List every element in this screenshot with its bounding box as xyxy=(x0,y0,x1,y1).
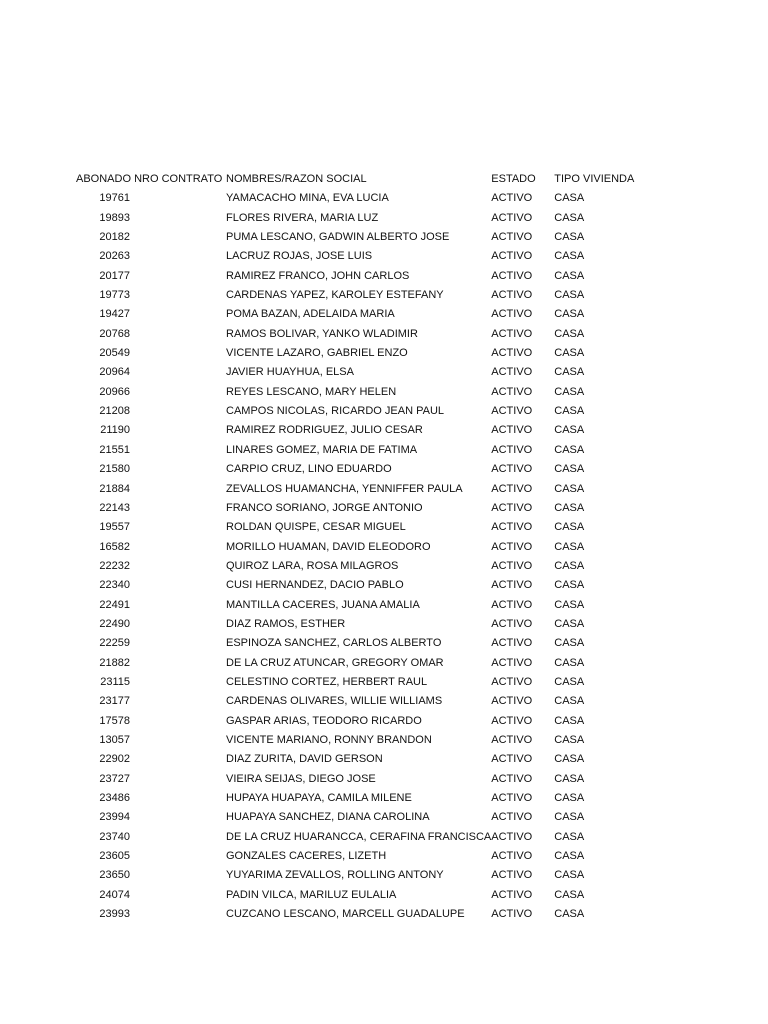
contract-number-cell: 17578 xyxy=(99,714,130,727)
status-cell: ACTIVO xyxy=(491,347,533,360)
name-cell: DIAZ ZURITA, DAVID GERSON xyxy=(226,753,383,766)
table-row xyxy=(0,305,664,324)
housing-type-cell: CASA xyxy=(554,714,585,727)
status-cell: ACTIVO xyxy=(491,366,533,379)
housing-type-cell: CASA xyxy=(554,308,585,321)
housing-type-cell: CASA xyxy=(554,443,585,456)
status-cell: ACTIVO xyxy=(491,211,533,224)
name-cell: QUIROZ LARA, ROSA MILAGROS xyxy=(226,559,399,572)
name-cell: DE LA CRUZ ATUNCAR, GREGORY OMAR xyxy=(226,656,444,669)
header-status: ESTADO xyxy=(491,173,536,185)
header-contract-number: ABONADO NRO CONTRATO xyxy=(76,173,223,185)
table-row xyxy=(0,325,664,344)
status-cell: ACTIVO xyxy=(491,231,533,244)
contract-number-cell: 22259 xyxy=(99,637,130,650)
name-cell: CAMPOS NICOLAS, RICARDO JEAN PAUL xyxy=(226,405,445,418)
status-cell: ACTIVO xyxy=(491,869,533,882)
housing-type-cell: CASA xyxy=(554,211,585,224)
table-row xyxy=(0,712,664,731)
name-cell: RAMIREZ RODRIGUEZ, JULIO CESAR xyxy=(226,424,423,437)
table-row xyxy=(0,209,664,228)
housing-type-cell: CASA xyxy=(554,231,585,244)
name-cell: GASPAR ARIAS, TEODORO RICARDO xyxy=(226,714,422,727)
status-cell: ACTIVO xyxy=(491,908,533,921)
housing-type-cell: CASA xyxy=(554,792,585,804)
status-cell: ACTIVO xyxy=(491,463,533,476)
contract-number-cell: 19893 xyxy=(99,211,130,224)
table-row xyxy=(0,189,664,208)
name-cell: YUYARIMA ZEVALLOS, ROLLING ANTONY xyxy=(226,869,444,882)
housing-type-cell: CASA xyxy=(554,289,585,302)
housing-type-cell: CASA xyxy=(554,811,585,824)
housing-type-cell: CASA xyxy=(554,695,585,708)
table-row xyxy=(0,383,664,402)
contract-number-cell: 21580 xyxy=(99,463,130,476)
table-row xyxy=(0,363,664,382)
name-cell: CELESTINO CORTEZ, HERBERT RAUL xyxy=(226,675,428,688)
table-row xyxy=(0,228,664,247)
name-cell: PUMA LESCANO, GADWIN ALBERTO JOSE xyxy=(226,231,450,244)
status-cell: ACTIVO xyxy=(491,850,533,863)
status-cell: ACTIVO xyxy=(491,192,533,205)
table-row xyxy=(0,499,664,518)
contract-number-cell: 21208 xyxy=(99,405,130,418)
name-cell: VIEIRA SEIJAS, DIEGO JOSE xyxy=(226,772,376,785)
table-row xyxy=(0,654,664,673)
table-row xyxy=(0,441,664,460)
status-cell: ACTIVO xyxy=(491,443,533,456)
contract-number-cell: 20768 xyxy=(99,327,130,340)
name-cell: REYES LESCANO, MARY HELEN xyxy=(226,385,397,398)
status-cell: ACTIVO xyxy=(491,733,533,746)
status-cell: ACTIVO xyxy=(491,656,533,669)
contract-number-cell: 23177 xyxy=(99,695,130,708)
name-cell: FLORES RIVERA, MARIA LUZ xyxy=(226,211,379,224)
name-cell: MANTILLA CACERES, JUANA AMALIA xyxy=(226,598,420,611)
table-row xyxy=(0,267,664,286)
table-row xyxy=(0,750,664,769)
housing-type-cell: CASA xyxy=(554,753,585,766)
subscriber-table xyxy=(0,170,664,924)
contract-number-cell: 24074 xyxy=(99,888,130,901)
housing-type-cell: CASA xyxy=(554,482,585,495)
housing-type-cell: CASA xyxy=(554,869,585,882)
status-cell: ACTIVO xyxy=(491,559,533,572)
housing-type-cell: CASA xyxy=(554,579,585,592)
contract-number-cell: 16582 xyxy=(99,540,130,553)
name-cell: FRANCO SORIANO, JORGE ANTONIO xyxy=(226,501,423,514)
housing-type-cell: CASA xyxy=(554,772,585,785)
contract-number-cell: 23993 xyxy=(99,908,130,921)
housing-type-cell: CASA xyxy=(554,347,585,360)
name-cell: RAMOS BOLIVAR, YANKO WLADIMIR xyxy=(226,327,418,340)
name-cell: YAMACACHO MINA, EVA LUCIA xyxy=(226,192,389,205)
table-row xyxy=(0,596,664,615)
table-row xyxy=(0,402,664,421)
status-cell: ACTIVO xyxy=(491,327,533,340)
status-cell: ACTIVO xyxy=(491,617,533,630)
housing-type-cell: CASA xyxy=(554,521,585,534)
contract-number-cell: 23605 xyxy=(99,850,130,863)
status-cell: ACTIVO xyxy=(491,888,533,901)
name-cell: DIAZ RAMOS, ESTHER xyxy=(226,617,346,630)
name-cell: HUAPAYA SANCHEZ, DIANA CAROLINA xyxy=(226,811,430,824)
table-row xyxy=(0,557,664,576)
header-housing-type: TIPO VIVIENDA xyxy=(554,173,635,185)
housing-type-cell: CASA xyxy=(554,850,585,863)
table-row xyxy=(0,673,664,692)
housing-type-cell: CASA xyxy=(554,830,585,843)
table-row xyxy=(0,808,664,827)
table-row xyxy=(0,789,664,808)
name-cell: GONZALES CACERES, LIZETH xyxy=(226,850,387,863)
contract-number-cell: 23740 xyxy=(99,830,130,843)
housing-type-cell: CASA xyxy=(554,617,585,630)
name-cell: DE LA CRUZ HUARANCCA, CERAFINA FRANCISCA xyxy=(226,830,492,843)
contract-number-cell: 21190 xyxy=(100,424,130,437)
housing-type-cell: CASA xyxy=(554,598,585,611)
contract-number-cell: 20263 xyxy=(99,250,130,263)
header-name: NOMBRES/RAZON SOCIAL xyxy=(226,173,367,185)
status-cell: ACTIVO xyxy=(491,695,533,708)
housing-type-cell: CASA xyxy=(554,366,585,379)
contract-number-cell: 22340 xyxy=(99,579,130,592)
contract-number-cell: 22143 xyxy=(99,501,130,514)
name-cell: HUPAYA HUAPAYA, CAMILA MILENE xyxy=(226,792,412,804)
table-row xyxy=(0,886,664,905)
status-cell: ACTIVO xyxy=(491,289,533,302)
name-cell: ZEVALLOS HUAMANCHA, YENNIFFER PAULA xyxy=(226,482,463,495)
status-cell: ACTIVO xyxy=(491,714,533,727)
status-cell: ACTIVO xyxy=(491,579,533,592)
housing-type-cell: CASA xyxy=(554,250,585,263)
status-cell: ACTIVO xyxy=(491,521,533,534)
status-cell: ACTIVO xyxy=(491,598,533,611)
housing-type-cell: CASA xyxy=(554,540,585,553)
name-cell: PADIN VILCA, MARILUZ EULALIA xyxy=(226,888,397,901)
spreadsheet-page xyxy=(0,170,768,924)
table-row xyxy=(0,344,664,363)
table-row xyxy=(0,286,664,305)
status-cell: ACTIVO xyxy=(491,269,533,282)
contract-number-cell: 23727 xyxy=(99,772,130,785)
housing-type-cell: CASA xyxy=(554,501,585,514)
status-cell: ACTIVO xyxy=(491,482,533,495)
status-cell: ACTIVO xyxy=(491,405,533,418)
table-row xyxy=(0,692,664,711)
status-cell: ACTIVO xyxy=(491,792,533,804)
contract-number-cell: 20966 xyxy=(99,385,130,398)
contract-number-cell: 21884 xyxy=(99,482,130,495)
table-body xyxy=(0,189,664,924)
housing-type-cell: CASA xyxy=(554,675,585,688)
status-cell: ACTIVO xyxy=(491,308,533,321)
contract-number-cell: 22491 xyxy=(99,598,130,611)
status-cell: ACTIVO xyxy=(491,385,533,398)
name-cell: CARDENAS OLIVARES, WILLIE WILLIAMS xyxy=(226,695,443,708)
status-cell: ACTIVO xyxy=(491,637,533,650)
table-row xyxy=(0,576,664,595)
contract-number-cell: 19773 xyxy=(99,289,130,302)
housing-type-cell: CASA xyxy=(554,908,585,921)
contract-number-cell: 13057 xyxy=(99,733,130,746)
table-row xyxy=(0,460,664,479)
table-row xyxy=(0,905,664,924)
housing-type-cell: CASA xyxy=(554,327,585,340)
housing-type-cell: CASA xyxy=(554,637,585,650)
housing-type-cell: CASA xyxy=(554,405,585,418)
contract-number-cell: 20182 xyxy=(99,231,130,244)
housing-type-cell: CASA xyxy=(554,424,585,437)
table-row xyxy=(0,247,664,266)
contract-number-cell: 22902 xyxy=(99,753,130,766)
contract-number-cell: 20549 xyxy=(99,347,130,360)
status-cell: ACTIVO xyxy=(491,540,533,553)
housing-type-cell: CASA xyxy=(554,192,585,205)
name-cell: VICENTE MARIANO, RONNY BRANDON xyxy=(226,733,432,746)
name-cell: VICENTE LAZARO, GABRIEL ENZO xyxy=(226,347,408,360)
contract-number-cell: 22490 xyxy=(99,617,130,630)
name-cell: CARDENAS YAPEZ, KAROLEY ESTEFANY xyxy=(226,289,444,302)
status-cell: ACTIVO xyxy=(491,830,533,843)
table-row xyxy=(0,828,664,847)
table-row xyxy=(0,866,664,885)
contract-number-cell: 22232 xyxy=(99,559,130,572)
table-row xyxy=(0,480,664,499)
table-row xyxy=(0,847,664,866)
status-cell: ACTIVO xyxy=(491,772,533,785)
contract-number-cell: 23650 xyxy=(99,869,130,882)
contract-number-cell: 23115 xyxy=(100,675,130,688)
name-cell: CARPIO CRUZ, LINO EDUARDO xyxy=(226,463,392,476)
housing-type-cell: CASA xyxy=(554,656,585,669)
name-cell: ROLDAN QUISPE, CESAR MIGUEL xyxy=(226,521,406,534)
contract-number-cell: 23994 xyxy=(99,811,130,824)
contract-number-cell: 20177 xyxy=(99,269,130,282)
name-cell: MORILLO HUAMAN, DAVID ELEODORO xyxy=(226,540,431,553)
status-cell: ACTIVO xyxy=(491,811,533,824)
housing-type-cell: CASA xyxy=(554,559,585,572)
header-row xyxy=(0,170,664,189)
name-cell: POMA BAZAN, ADELAIDA MARIA xyxy=(226,308,395,321)
name-cell: LACRUZ ROJAS, JOSE LUIS xyxy=(226,250,373,263)
housing-type-cell: CASA xyxy=(554,888,585,901)
contract-number-cell: 19761 xyxy=(99,192,130,205)
table-row xyxy=(0,634,664,653)
table-row xyxy=(0,770,664,789)
table-row xyxy=(0,615,664,634)
housing-type-cell: CASA xyxy=(554,733,585,746)
housing-type-cell: CASA xyxy=(554,463,585,476)
contract-number-cell: 19427 xyxy=(99,308,130,321)
contract-number-cell: 19557 xyxy=(99,521,130,534)
table-row xyxy=(0,731,664,750)
name-cell: CUZCANO LESCANO, MARCELL GUADALUPE xyxy=(226,908,465,921)
name-cell: CUSI HERNANDEZ, DACIO PABLO xyxy=(226,579,404,592)
status-cell: ACTIVO xyxy=(491,675,533,688)
contract-number-cell: 21882 xyxy=(99,656,130,669)
status-cell: ACTIVO xyxy=(491,501,533,514)
status-cell: ACTIVO xyxy=(491,424,533,437)
housing-type-cell: CASA xyxy=(554,269,585,282)
name-cell: RAMIREZ FRANCO, JOHN CARLOS xyxy=(226,269,410,282)
table-row xyxy=(0,421,664,440)
contract-number-cell: 20964 xyxy=(99,366,130,379)
name-cell: LINARES GOMEZ, MARIA DE FATIMA xyxy=(226,443,418,456)
status-cell: ACTIVO xyxy=(491,753,533,766)
name-cell: ESPINOZA SANCHEZ, CARLOS ALBERTO xyxy=(226,637,442,650)
status-cell: ACTIVO xyxy=(491,250,533,263)
contract-number-cell: 23486 xyxy=(99,792,130,804)
table-row xyxy=(0,518,664,537)
table-row xyxy=(0,538,664,557)
housing-type-cell: CASA xyxy=(554,385,585,398)
contract-number-cell: 21551 xyxy=(99,443,130,456)
name-cell: JAVIER HUAYHUA, ELSA xyxy=(226,366,354,379)
